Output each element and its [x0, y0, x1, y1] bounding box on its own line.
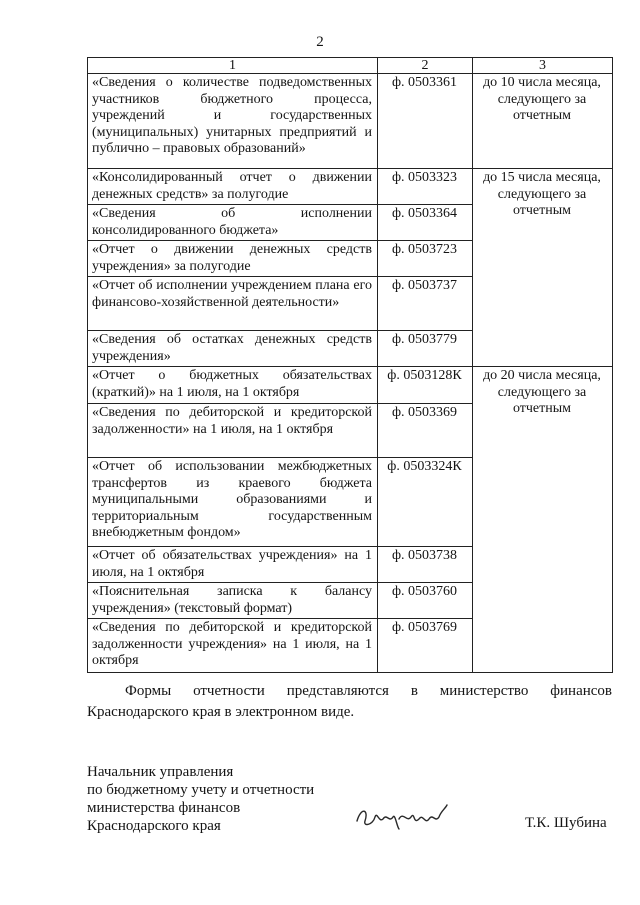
form-code: ф. 0503723	[378, 241, 473, 277]
form-name: «Сведения об исполнении консолидированного бюджета»	[88, 205, 378, 241]
reporting-forms-table	[87, 57, 613, 673]
form-code: ф. 0503323	[378, 169, 473, 205]
form-name: «Сведения по дебиторской и кредиторской задолженности» на 1 июля, на 1 октября	[88, 404, 378, 458]
form-name: «Консолидированный отчет о движении денежных средств» за полугодие	[88, 169, 378, 205]
form-name: «Отчет о бюджетных обязательствах (краткий)» на 1 июля, на 1 октября	[88, 367, 378, 404]
deadline: до 15 числа месяца, следующего за отчетным	[473, 169, 613, 367]
submission-note: Формы отчетности представляются в министерство финансов Краснодарского края в электронном виде.	[87, 683, 612, 720]
table-header-row	[88, 58, 613, 74]
form-code: ф. 0503369	[378, 404, 473, 458]
signatory-title-line: министерства финансов	[87, 800, 241, 816]
deadline: до 10 числа месяца, следующего за отчетным	[473, 74, 613, 169]
form-name: «Отчет об использовании межбюджетных трансфертов из краевого бюджета муниципальными образованиями и территориальным государственным внебюджетным фондом»	[88, 458, 378, 547]
table-row	[88, 74, 613, 169]
form-name: «Сведения о количестве подведомственных участников бюджетного процесса, учреждений и государственных (муниципальных) унитарных предприятий и публично – правовых образований»	[88, 74, 378, 169]
form-code: ф. 0503364	[378, 205, 473, 241]
form-code: ф. 0503738	[378, 547, 473, 583]
form-name: «Пояснительная записка к балансу учреждения» (текстовый формат)	[88, 583, 378, 619]
signatory-title-line: по бюджетному учету и отчетности	[87, 782, 315, 798]
form-name: «Отчет об обязательствах учреждения» на 1 июля, на 1 октября	[88, 547, 378, 583]
column-header: 2	[378, 58, 473, 74]
table-row	[88, 169, 613, 205]
handwritten-signature	[353, 797, 453, 833]
signatory-title-line: Краснодарского края	[87, 818, 221, 834]
form-code: ф. 0503779	[378, 331, 473, 367]
form-code: ф. 0503769	[378, 619, 473, 673]
signatory-title-line: Начальник управления	[87, 764, 234, 780]
column-header: 3	[473, 58, 613, 74]
form-name: «Отчет о движении денежных средств учреждения» за полугодие	[88, 241, 378, 277]
signatory-title	[87, 763, 314, 835]
column-header: 1	[88, 58, 378, 74]
page-number: 2	[316, 34, 324, 50]
signatory-name: Т.К. Шубина	[525, 815, 607, 831]
table-row	[88, 367, 613, 404]
form-name: «Сведения об остатках денежных средств учреждения»	[88, 331, 378, 367]
deadline: до 20 числа месяца, следующего за отчетным	[473, 367, 613, 673]
form-name: «Отчет об исполнении учреждением плана его финансово-хозяйственной деятельности»	[88, 277, 378, 331]
form-code: ф. 0503361	[378, 74, 473, 169]
form-name: «Сведения по дебиторской и кредиторской задолженности учреждения» на 1 июля, на 1 октября	[88, 619, 378, 673]
form-code: ф. 0503128К	[378, 367, 473, 404]
form-code: ф. 0503760	[378, 583, 473, 619]
form-code: ф. 0503737	[378, 277, 473, 331]
form-code: ф. 0503324К	[378, 458, 473, 547]
